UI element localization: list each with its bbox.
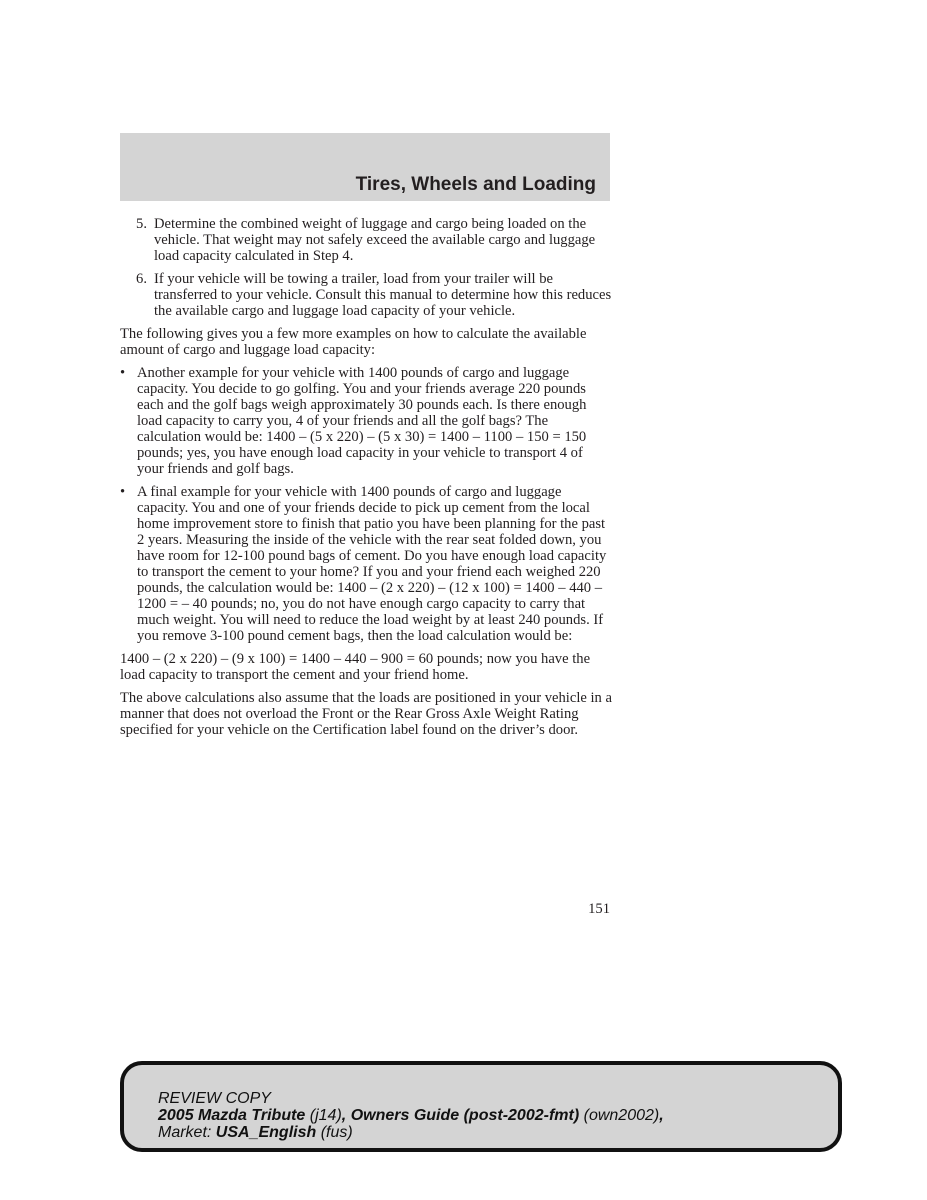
step-number: 5. [136, 216, 147, 232]
review-copy-label: REVIEW COPY [158, 1090, 271, 1107]
market-code: (fus) [320, 1124, 353, 1141]
model-name: 2005 Mazda Tribute [158, 1107, 306, 1124]
page-body [120, 216, 612, 745]
step-text: Determine the combined weight of luggage and cargo being loaded on the vehicle. That weight may not safely exceed the available cargo and luggage load capacity calculated in Step 4. [154, 216, 596, 264]
calculation-paragraph: 1400 – (2 x 220) – (9 x 100) = 1400 – 440 – 900 = 60 pounds; now you have the load capacity to transport the cement and your friend home. [120, 651, 591, 683]
separator: , [341, 1107, 347, 1124]
review-copy-footer [120, 1061, 842, 1152]
step-item-6 [120, 271, 612, 319]
model-code: (j14) [309, 1107, 342, 1124]
bullet-text: A final example for your vehicle with 1400 pounds of cargo and luggage capacity. You and one of your friends decide to pick up cement from the local home improvement store to finish that patio you have been planning for the past 2 years. Measuring the inside of the vehicle with the rear seat folded down, you have room for 12-100 pound bags of cement. Do you have enough load capacity to transport the cement to your home? If you and your friend each weighed 220 pounds, the calculation would be: 1400 – (2 x 220) – (12 x 100) = 1400 – 440 – 1200 = – 40 pounds; no, you do not have enough cargo capacity to carry that much weight. You will need to reduce the load weight by at least 240 pounds. If you remove 3-100 pound cement bags, then the load calculation would be: [137, 484, 607, 644]
market-label: Market: [158, 1124, 212, 1141]
intro-paragraph: The following gives you a few more examples on how to calculate the available amount of cargo and luggage load capacity: [120, 326, 587, 358]
bullet-item-cement [120, 484, 612, 644]
section-title: Tires, Wheels and Loading [355, 174, 596, 195]
market-value: USA_English [215, 1124, 317, 1141]
bullet-symbol: • [120, 365, 126, 381]
step-text: If your vehicle will be towing a trailer, load from your trailer will be transferred to your vehicle. Consult this manual to determine how this reduces the available cargo and luggage load capacity of your vehicle. [154, 271, 612, 319]
step-item-5 [120, 216, 612, 264]
guide-name: Owners Guide (post-2002-fmt) [350, 1107, 580, 1124]
closing-paragraph: The above calculations also assume that the loads are positioned in your vehicle in a manner that does not overload the Front or the Rear Gross Axle Weight Rating specified for your vehicle on the Certification label found on the driver’s door. [120, 690, 612, 738]
guide-code: (own2002) [583, 1107, 660, 1124]
page-number: 151 [588, 901, 610, 917]
section-header-band [120, 133, 610, 201]
document-info-line [158, 1107, 664, 1124]
separator: , [659, 1107, 664, 1124]
bullet-text: Another example for your vehicle with 1400 pounds of cargo and luggage capacity. You decide to go golfing. You and your friends average 220 pounds each and the golf bags weigh approximately 30 pounds each. Is there enough load capacity to carry you, 4 of your friends and all the golf bags? The calculation would be: 1400 – (5 x 220) – (5 x 30) = 1400 – 1100 – 150 = 150 pounds; yes, you have enough load capacity in your vehicle to transport 4 of your friends and golf bags. [137, 365, 587, 477]
step-number: 6. [136, 271, 147, 287]
bullet-item-golf [120, 365, 612, 477]
footer-text [158, 1090, 664, 1141]
market-line [158, 1124, 664, 1141]
bullet-symbol: • [120, 484, 126, 500]
